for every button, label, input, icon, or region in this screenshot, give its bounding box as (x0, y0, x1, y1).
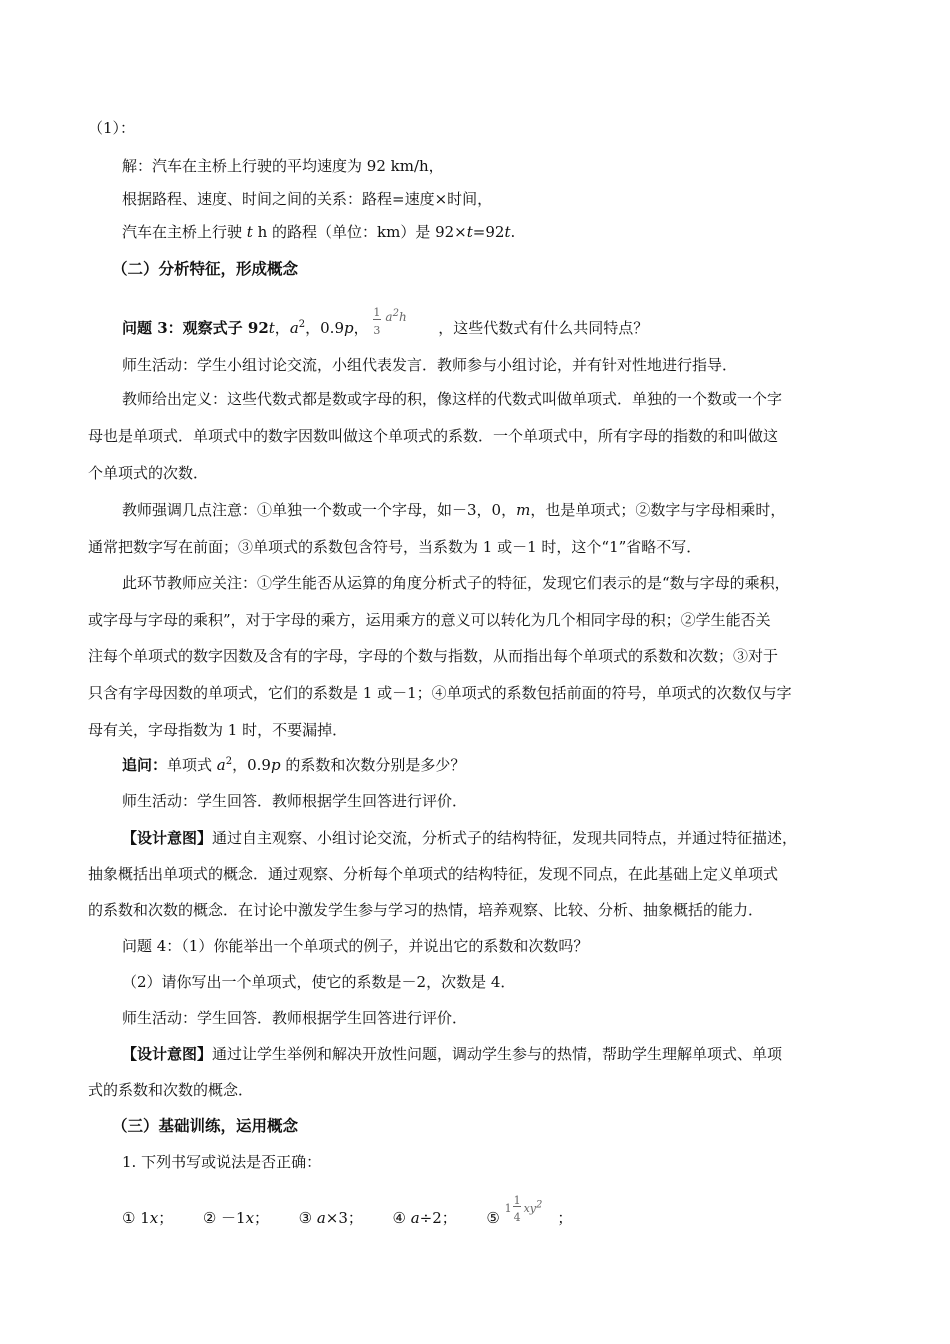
item-2: ② －1x； (202, 1209, 270, 1227)
exercise-1-prompt: 1. 下列书写或说法是否正确： (122, 1153, 322, 1171)
question-4-part-2: （2）请你写出一个单项式，使它的系数是－2，次数是 4． (122, 973, 516, 991)
item-5: ⑤ 1 1 4 $xy^2$ ； (486, 1194, 573, 1227)
solution-line-2: 根据路程、速度、时间之间的关系：路程=速度×时间， (122, 190, 493, 208)
definition-line-1: 教师给出定义：这些代数式都是数或字母的积，像这样的代数式叫做单项式．单独的一个数或一个字 (122, 390, 783, 408)
design-intent-2-line-2: 式的系数和次数的概念． (88, 1081, 254, 1099)
focus-line-3: 注每个单项式的数字因数及含有的字母，字母的个数与指数，从而指出每个单项式的系数和次数；③对于 (88, 647, 779, 665)
solution-line-3: 汽车在主桥上行驶 t h 的路程（单位：km）是 92×t=92t. (122, 223, 516, 241)
mixed-fraction-1-1-4-xy2: 1 1 4 $xy^2$ (504, 1194, 543, 1224)
focus-line-2: 或字母与字母的乘积”，对于字母的乘方，运用乘方的意义可以转化为几个相同字母的积；②学生能否关 (88, 611, 771, 629)
activity-2: 师生活动：学生回答．教师根据学生回答进行评价． (122, 792, 468, 810)
item-4: ④ a÷2； (392, 1209, 457, 1227)
design-intent-1-line-3: 的系数和次数的概念．在讨论中激发学生参与学习的热情，培养观察、比较、分析、抽象概括的能力． (88, 901, 764, 919)
activity-1: 师生活动：学生小组讨论交流，小组代表发言．教师参与小组讨论，并有针对性地进行指导． (122, 356, 738, 374)
design-intent-1-line-2: 抽象概括出单项式的概念．通过观察、分析每个单项式的结构特征，发现不同点，在此基础上定义单项式 (88, 865, 779, 883)
notes-line-2: 通常把数字写在前面；③单项式的系数包含符号，当系数为 1 或－1 时，这个“1”省略不写． (88, 538, 702, 556)
design-intent-1-line-1: 【设计意图】通过自主观察、小组讨论交流，分析式子的结构特征，发现共同特点，并通过特征描述， (122, 829, 798, 847)
section-3-heading: （三）基础训练，运用概念 (112, 1116, 299, 1135)
exercise-1-items (122, 1194, 573, 1229)
item-1: ① 1x； (122, 1209, 174, 1227)
notes-line-1: 教师强调几点注意：①单独一个数或一个字母，如－3，0，m，也是单项式；②数字与字母相乘时， (122, 501, 786, 519)
activity-3: 师生活动：学生回答．教师根据学生回答进行评价． (122, 1009, 468, 1027)
definition-line-3: 个单项式的次数． (88, 464, 209, 482)
design-intent-2-line-1: 【设计意图】通过让学生举例和解决开放性问题，调动学生参与的热情，帮助学生理解单项式、单项 (122, 1045, 783, 1063)
part-1-label: （1）： (88, 119, 136, 137)
fraction-one-third-a2h: 1 3 $a^2h$ (373, 306, 407, 337)
focus-line-5: 母有关，字母指数为 1 时，不要漏掉． (88, 721, 348, 739)
definition-line-2: 母也是单项式．单项式中的数字因数叫做这个单项式的系数．一个单项式中，所有字母的指数的和叫做这 (88, 427, 779, 445)
question-4-part-1: 问题 4：（1）你能举出一个单项式的例子，并说出它的系数和次数吗？ (122, 937, 589, 955)
follow-up-question: 追问：单项式 $a^2$，0.9p 的系数和次数分别是多少？ (122, 756, 466, 774)
focus-line-4: 只含有字母因数的单项式，它们的系数是 1 或－1；④单项式的系数包括前面的符号，单项式的次数仅与字 (88, 684, 792, 702)
item-3: ③ a×3； (298, 1209, 363, 1227)
question-3: 问题 3：观察式子 92t，$a^2$，0.9p， 1 3 $a^2h$ ，这些代数式有什么共同特点？ (122, 306, 649, 337)
solution-line-1: 解：汽车在主桥上行驶的平均速度为 92 km/h， (122, 157, 444, 175)
section-2-heading: （二）分析特征，形成概念 (112, 259, 299, 278)
focus-line-1: 此环节教师应关注：①学生能否从运算的角度分析式子的特征，发现它们表示的是“数与字母的乘积， (122, 574, 790, 592)
